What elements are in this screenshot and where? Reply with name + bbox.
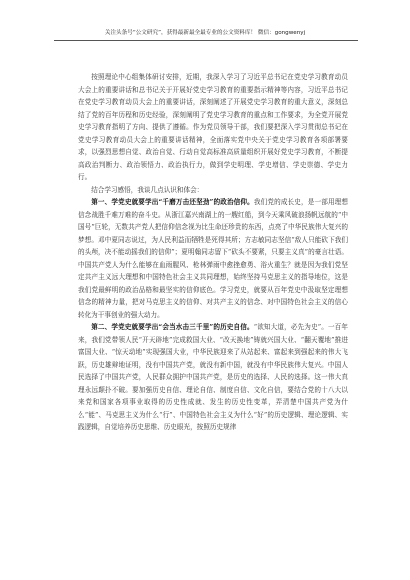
- section-2-paragraph: [78, 321, 348, 434]
- header-divider: [54, 40, 358, 41]
- section-1-heading: 第一、学党史就要学出“千磨万击还坚劲”的政治信仰。: [91, 198, 254, 206]
- section-2-text: “欲知大道，必先为史”。一百年来，我们党带领人民“开天辟地”完成救国大业、“改天换地”铸就兴国大业、“翻天覆地”推进富国大业、“惊天动地”实现强国大业，中华民族迎来了从站起来、富起来到强起来的伟大飞跃，历史雄辩地证明，没有中国共产党，就没有新中国，就没有中华民族伟大复兴。中国人民选择了中国共产党，人民群众拥护中国共产党，是历史的选择、人民的选择。这一伟大真理永远颠扑不破。要加强历史自信、理论自信、制度自信、文化自信，要结合党的十八大以来党和国家各项事业取得的历史性成就、发生的历史性变革，弄清楚中国共产党为什么“能”、马克思主义为什么“行”、中国特色社会主义为什么“好”的历史逻辑、理论逻辑、实践逻辑，自觉培养历史思维、历史眼光，按照历史规律: [78, 323, 348, 431]
- page-header: 关注头条号“公文研究”，获得最新最全最专业的公文资料库！ 微信：gongwenyj: [104, 30, 306, 36]
- document-body: [78, 71, 348, 434]
- intro-paragraph: 按照理论中心组集体研讨安排，近期，我深入学习了习近平总书记在党史学习教育动员大会上的重要讲话和总书记关于开展好党史学习教育的重要指示精神等内容，习近平总书记在党史学习教育动员大会上的重要讲话，深刻阐述了开展党史学习教育的重大意义，深刻总结了党的百年历程和历史经验，深刻阐明了党史学习教育的重点和工作要求，为全党开展党史学习教育指明了方向、提供了遵循。作为党员领导干部，我们要把深入学习贯彻总书记在党史学习教育动员大会上的重要讲话精神，全面落实党中央关于党史学习教育各项部署要求，以强烈思想自觉、政治自觉、行动自觉高标准高质量组织开展好党史学习教育，不断提高政治判断力、政治领悟力、政治执行力，做到学史明理、学史增信、学史崇德、学史力行。: [78, 73, 348, 181]
- section-2-heading: 第二、学党史就要学出“会当水击三千里”的历史自信。: [91, 323, 254, 331]
- section-1-text: 我们党的成长史，是一部用理想信念战胜千难万难的奋斗史。从浙江嘉兴南湖上的一艘红船，到今天乘风破浪扬帆远航的“中国号”巨轮，无数共产党人把信仰信念视为比生命还珍贵的东西，点亮了中华民族伟大复兴的梦想。邓中夏同志说过，为人民利益而牺牲是死得其所；方志敏同志坚信“敌人只能砍下我们的头颅，决不能动摇我们的信仰”；夏明翰同志留下“砍头不要紧，只要主义真”的豪言壮语。中国共产党人为什么能够在血雨腥风、枪林弹雨中愈挫愈勇、浴火重生？就是因为我们党坚定共产主义远大理想和中国特色社会主义共同理想，始终坚持马克思主义的指导地位，这是我们党最鲜明的政治品格和最坚实的信仰底色。学习党史，就要从百年党史中汲取坚定理想信念的精神力量，把对马克思主义的信仰、对共产主义的信念、对中国特色社会主义的信心转化为干事创业的强大动力。: [78, 198, 348, 319]
- transition-paragraph: 结合学习感悟，我谈几点认识和体会：: [91, 185, 204, 194]
- section-1-paragraph: [78, 196, 348, 321]
